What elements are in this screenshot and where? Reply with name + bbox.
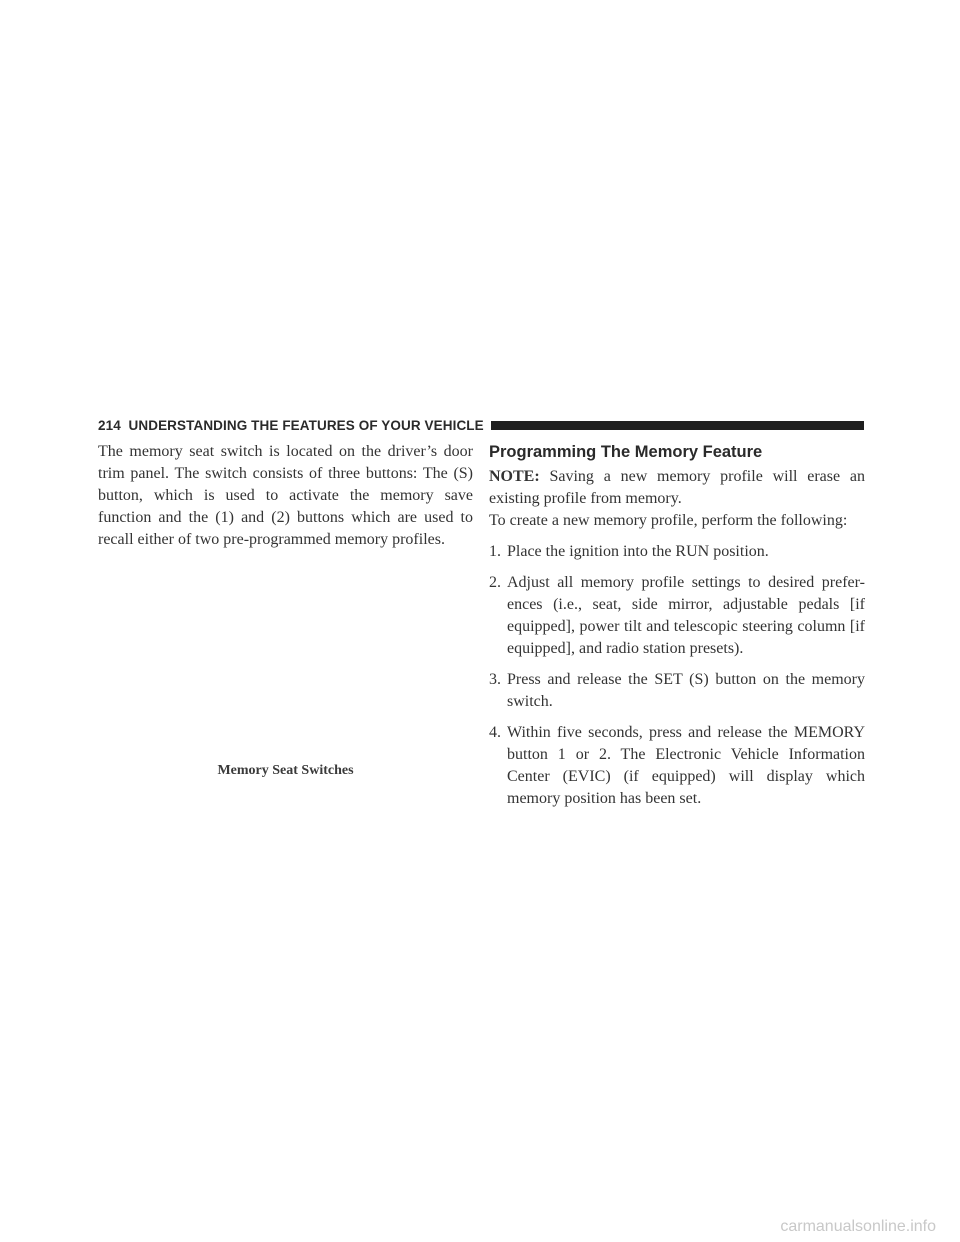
step-text: Within five seconds, press and release the MEMORY button 1 or 2. The Electronic Vehicle Information Center (EVIC) (if equipped) will display which memory position has been set. (507, 724, 865, 807)
header-rule (491, 421, 864, 430)
page-header-text (98, 418, 484, 433)
list-item (489, 572, 865, 660)
step-number: 2. (489, 574, 501, 591)
note-label: NOTE: (489, 468, 540, 485)
list-item (489, 722, 865, 810)
step-text: Press and release the SET (S) button on the memory switch. (507, 671, 865, 710)
memory-switch-paragraph: The memory seat switch is located on the driver’s door trim panel. The switch consists of three buttons: The (S) button, which is used to activate the memory save function and the (1) and (2) buttons which are used to recall either of two pre-programmed memory profiles. (98, 443, 473, 548)
section-heading: Programming The Memory Feature (489, 443, 763, 461)
figure-caption: Memory Seat Switches (217, 763, 354, 778)
page-header (98, 416, 864, 434)
steps-list (489, 541, 865, 810)
right-column (489, 441, 865, 810)
step-text: Place the ignition into the RUN position. (507, 543, 769, 560)
step-number: 1. (489, 543, 501, 560)
step-text: Adjust all memory profile settings to desired prefer-ences (i.e., seat, side mirror, adjustable pedals [if equipped], power tilt and telescopic steering column [if equipped], and radio station presets). (507, 574, 865, 657)
list-item (489, 541, 865, 563)
step-number: 4. (489, 724, 501, 741)
watermark: carmanualsonline.info (780, 1218, 936, 1235)
list-item (489, 669, 865, 713)
left-column (98, 441, 473, 551)
note-paragraph (489, 466, 865, 510)
step-number: 3. (489, 671, 501, 688)
page-number: 214 (98, 417, 121, 433)
section-title: UNDERSTANDING THE FEATURES OF YOUR VEHICLE (128, 417, 484, 433)
note-text: Saving a new memory profile will erase an existing profile from memory. (489, 468, 866, 507)
intro-paragraph: To create a new memory profile, perform the following: (489, 512, 848, 529)
